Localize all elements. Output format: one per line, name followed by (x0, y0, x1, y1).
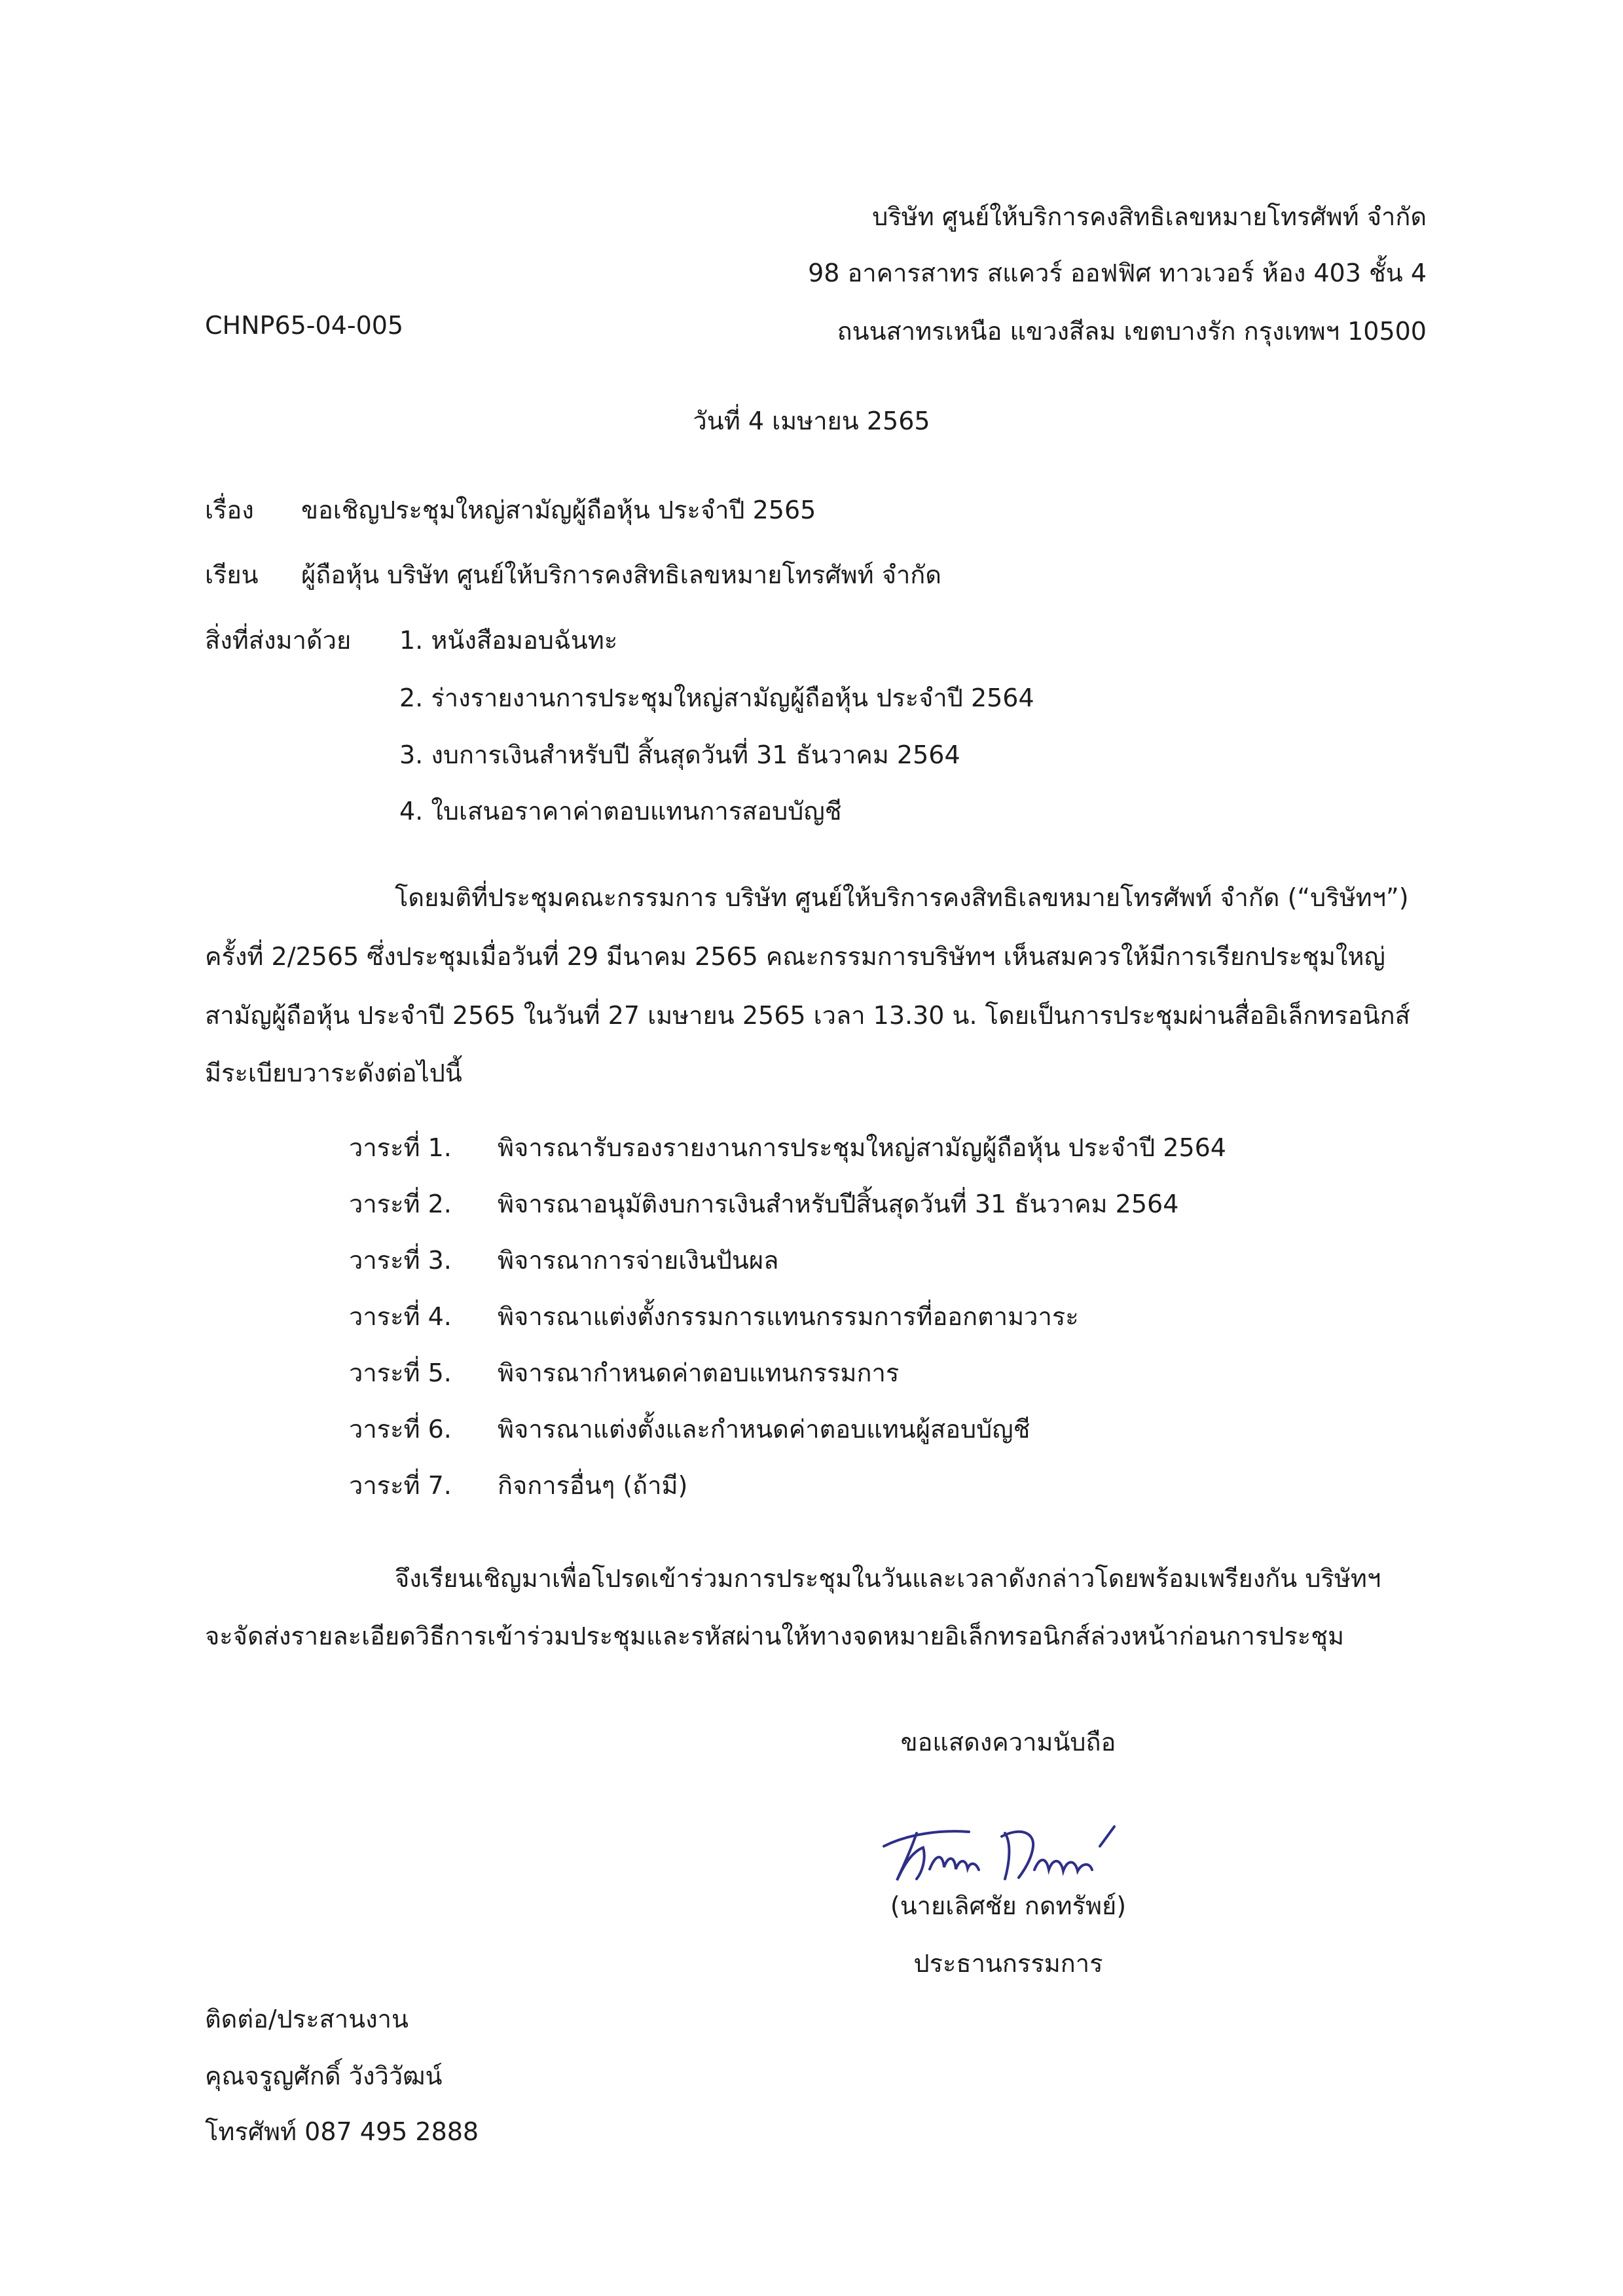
agenda-text: พิจารณาการจ่ายเงินปันผล (498, 1246, 779, 1275)
agenda-text: พิจารณากำหนดค่าตอบแทนกรรมการ (498, 1358, 900, 1387)
body-line: โดยมติที่ประชุมคณะกรรมการ บริษัท ศูนย์ให้บริการคงสิทธิเลขหมายโทรศัพท์ จำกัด (“บริษัทฯ”) (395, 883, 1409, 912)
agenda-text: พิจารณาอนุมัติงบการเงินสำหรับปีสิ้นสุดวันที่ 31 ธันวาคม 2564 (498, 1190, 1179, 1218)
agenda-number: วาระที่ 6. (349, 1415, 452, 1444)
agenda-text: พิจารณาแต่งตั้งและกำหนดค่าตอบแทนผู้สอบบัญชี (498, 1415, 1030, 1444)
agenda-text: พิจารณาแต่งตั้งกรรมการแทนกรรมการที่ออกตามวาระ (498, 1302, 1079, 1331)
enclosure-item: 3. งบการเงินสำหรับปี สิ้นสุดวันที่ 31 ธันวาคม 2564 (399, 740, 960, 769)
signoff: ขอแสดงความนับถือ (900, 1728, 1116, 1757)
closing-line: จะจัดส่งรายละเอียดวิธีการเข้าร่วมประชุมและรหัสผ่านให้ทางจดหมายอิเล็กทรอนิกส์ล่วงหน้าก่อนการประชุม (205, 1622, 1345, 1650)
enclosure-item: 2. ร่างรายงานการประชุมใหญ่สามัญผู้ถือหุ้น ประจำปี 2564 (399, 683, 1034, 712)
document-number: CHNP65-04-005 (205, 311, 404, 340)
agenda-text: พิจารณารับรองรายงานการประชุมใหญ่สามัญผู้ถือหุ้น ประจำปี 2564 (498, 1133, 1226, 1162)
agenda-number: วาระที่ 4. (349, 1302, 452, 1331)
agenda-text: กิจการอื่นๆ (ถ้ามี) (498, 1471, 688, 1500)
closing-line: จึงเรียนเชิญมาเพื่อโปรดเข้าร่วมการประชุมในวันและเวลาดังกล่าวโดยพร้อมเพรียงกัน บริษัทฯ (395, 1564, 1381, 1593)
agenda-number: วาระที่ 1. (349, 1133, 452, 1162)
signer-title: ประธานกรรมการ (913, 1949, 1103, 1978)
agenda-number: วาระที่ 7. (349, 1471, 452, 1500)
body-line: สามัญผู้ถือหุ้น ประจำปี 2565 ในวันที่ 27 เมษายน 2565 เวลา 13.30 น. โดยเป็นการประชุมผ่านสื่ออิเล็กทรอนิกส์ (205, 1001, 1410, 1030)
enclosure-item: 4. ใบเสนอราคาค่าตอบแทนการสอบบัญชี (399, 797, 842, 826)
contact-name: คุณจรูญศักดิ์ วังวิวัฒน์ (205, 2062, 443, 2090)
signature (871, 1807, 1146, 1892)
agenda-number: วาระที่ 3. (349, 1246, 452, 1275)
recipient-label: เรียน (205, 560, 259, 589)
letter-date: วันที่ 4 เมษายน 2565 (693, 407, 930, 435)
body-line: ครั้งที่ 2/2565 ซึ่งประชุมเมื่อวันที่ 29 มีนาคม 2565 คณะกรรมการบริษัทฯ เห็นสมควรให้มีการเรียกประชุมใหญ่ (205, 942, 1385, 971)
signer-name: (นายเลิศชัย กดทรัพย์) (890, 1891, 1127, 1920)
subject-label: เรื่อง (205, 496, 254, 524)
contact-label: ติดต่อ/ประสานงาน (205, 2005, 409, 2033)
agenda-number: วาระที่ 5. (349, 1358, 452, 1387)
sender-address-line1: 98 อาคารสาทร สแควร์ ออฟฟิศ ทาวเวอร์ ห้อง 403 ชั้น 4 (808, 259, 1427, 287)
body-line: มีระเบียบวาระดังต่อไปนี้ (205, 1059, 462, 1087)
agenda-number: วาระที่ 2. (349, 1190, 452, 1218)
enclosures-label: สิ่งที่ส่งมาด้วย (205, 626, 352, 655)
recipient-text: ผู้ถือหุ้น บริษัท ศูนย์ให้บริการคงสิทธิเลขหมายโทรศัพท์ จำกัด (301, 560, 941, 589)
sender-address-line2: ถนนสาทรเหนือ แขวงสีลม เขตบางรัก กรุงเทพฯ 10500 (837, 317, 1427, 346)
subject-text: ขอเชิญประชุมใหญ่สามัญผู้ถือหุ้น ประจำปี 2565 (301, 496, 816, 524)
sender-company: บริษัท ศูนย์ให้บริการคงสิทธิเลขหมายโทรศัพท์ จำกัด (872, 202, 1427, 231)
contact-phone: โทรศัพท์ 087 495 2888 (205, 2117, 479, 2146)
enclosure-item: 1. หนังสือมอบฉันทะ (399, 626, 618, 655)
